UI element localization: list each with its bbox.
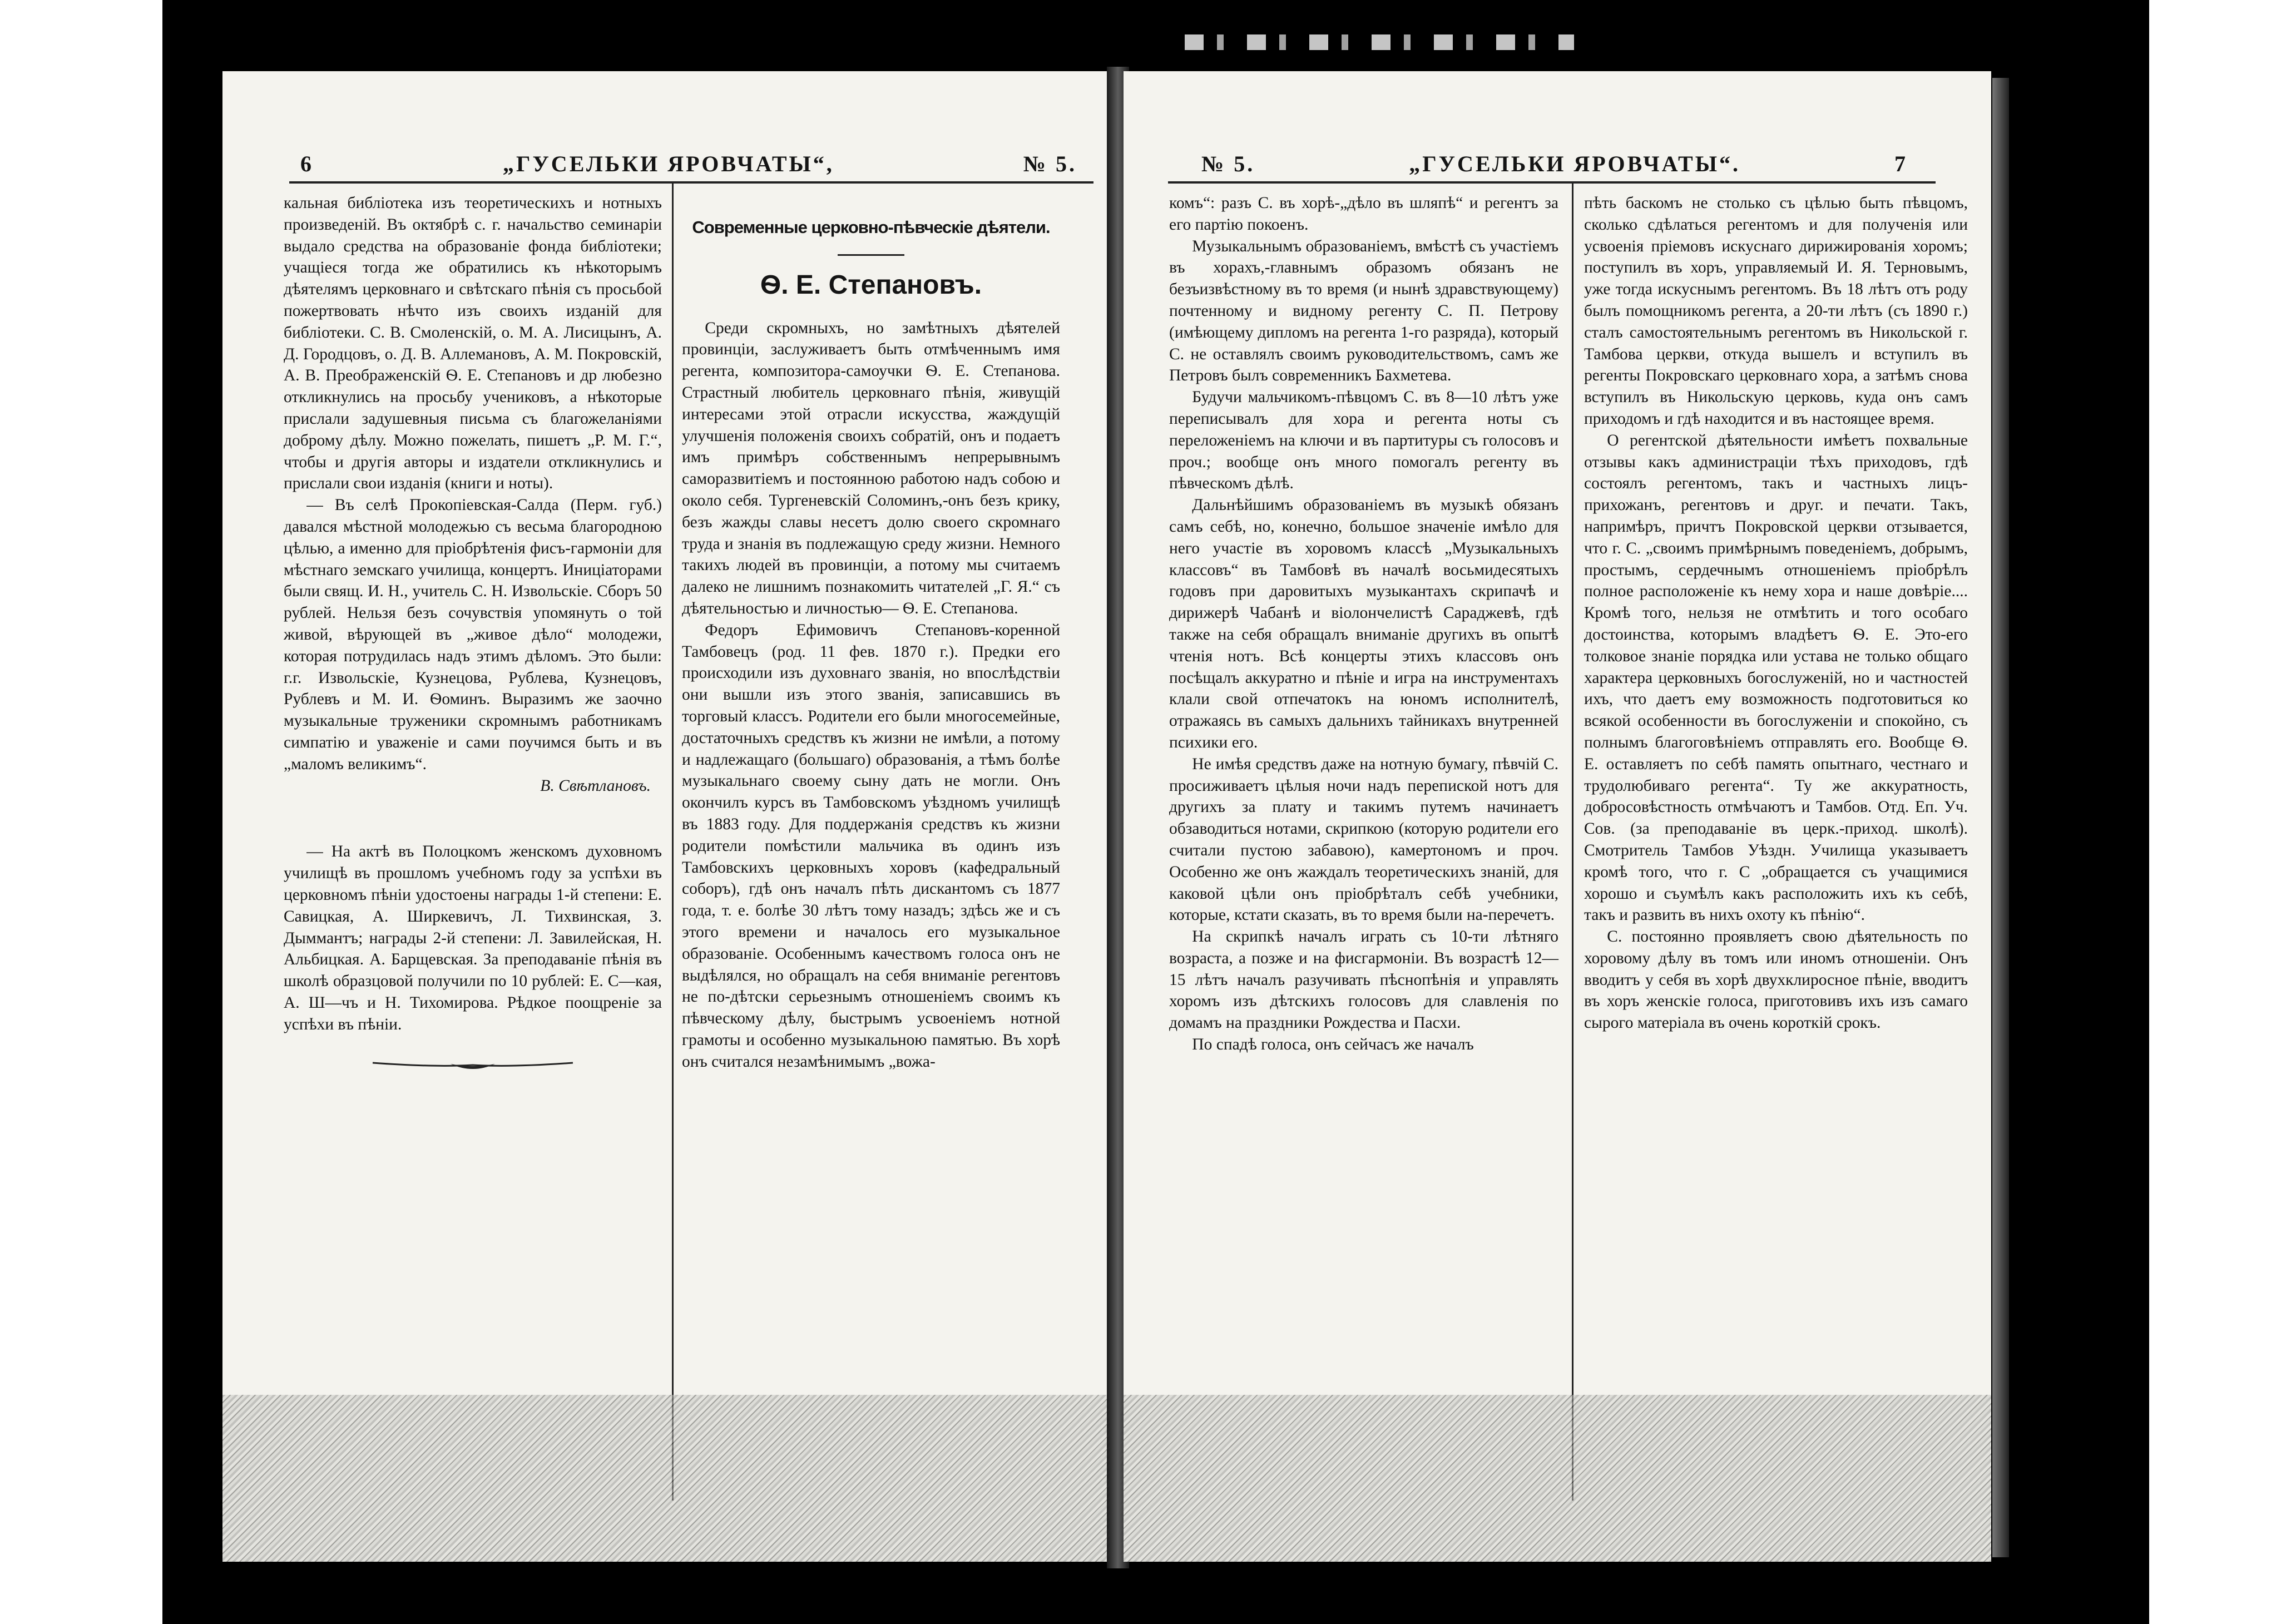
signature: В. Свѣтлановъ.	[540, 776, 651, 795]
section-title: Современные церковно-пѣвческіе дѣятели.	[692, 217, 1050, 237]
issue-number: № 5.	[1023, 151, 1077, 176]
left-page-header	[300, 146, 1077, 181]
right-page	[1124, 71, 1991, 1562]
paragraph: пѣть баскомъ не столько съ цѣлью быть пѣвцомъ, сколько сдѣлаться регентомъ и для полученія или усвоенія пріемовъ искуснаго дирижированія хоромъ; поступилъ въ хоръ, управляемый И. Я. Терновымъ, уже тогда искуснымъ регентомъ. Въ 18 лѣтъ отъ роду былъ помощникомъ регента, а 20-ти лѣтъ (съ 1890 г.) сталъ самостоятельнымъ регентомъ въ Никольской г. Тамбова церкви, откуда вышелъ и вступилъ въ регенты Покровскаго церковнаго хора, а затѣмъ снова вступилъ въ Никольскую церковь, куда онъ самъ приходомъ и гдѣ находится и въ настоящее время.	[1584, 194, 1968, 428]
paragraph: По спадѣ голоса, онъ сейчасъ же началъ	[1192, 1036, 1474, 1054]
right-column-1	[1169, 192, 1558, 1056]
right-page-header	[1201, 146, 1908, 181]
paragraph: О регентской дѣятельности имѣетъ похвальные отзывы какъ администраціи тѣхъ приходовъ, гдѣ состоялъ регентомъ, такъ и частныхъ лицъ-прихожанъ, регентовъ и друг. и печати. Такъ, напримѣръ, причтъ Покровской церкви отзывается, что г. С. „своимъ примѣрнымъ поведеніемъ, добрымъ, простымъ, сердечнымъ отношеніемъ пріобрѣлъ полное расположеніе къ нему хора и наше довѣріе.... Кромѣ того, нельзя не отмѣтить и того особаго достоинства, которымъ владѣетъ Ѳ. Е. Это-его толковое знаніе порядка или устава не только общаго характера церковныхъ богослуженій, но и частностей ихъ, что даетъ ему возможность подготовиться ко всякой особенности въ богослуженіи и спокойно, съ полнымъ благоговѣніемъ отправлять его. Вообще Ѳ. Е. оставляетъ по себѣ память опытнаго, честнаго и трудолюбиваго регента“. Ту же аккуратность, добросовѣстность отмѣчаютъ и Тамбов. Отд. Еп. Уч. Сов. (за преподаваніе въ церк.-приход. школѣ). Смотритель Тамбов Уѣздн. Училища указываетъ кромѣ того, что г. С „обращается съ учащимися хорошо и съумѣлъ какъ расположить ихъ къ себѣ, такъ и развить въ нихъ охоту къ пѣнію“.	[1584, 431, 1968, 924]
header-rule	[1168, 181, 1936, 184]
left-column-1	[284, 192, 662, 1074]
article-title: Ѳ. Е. Степановъ.	[760, 270, 982, 300]
running-title: „ГУСЕЛЬКИ ЯРОВЧАТЫ“,	[503, 151, 834, 176]
page-number: 6	[300, 151, 314, 176]
paragraph: — Въ селѣ Прокопіевская-Салда (Перм. губ.) давался мѣстной молодежью съ весьма благородною цѣлью, а именно для пріобрѣтенія фисъ-гармоніи для мѣстнаго земскаго училища, концертъ. Иниціаторами были свящ. И. Н., учитель С. Н. Извольскіе. Сборъ 50 рублей. Нельзя безъ сочувствія упомянуть о той живой, вѣрующей въ „живое дѣло“ молодежи, которая потрудилась надъ этимъ дѣломъ. Это были: г.г. Извольскіе, Кузнецова, Рублева, Кузнецовъ, Рублевъ и М. И. Ѳоминъ. Выразимъ же заочно музыкальные труженики скромнымъ работникамъ симпатію и уваженіе и сами поучимся быть и въ „маломъ великимъ“.	[284, 496, 662, 773]
title-rule	[838, 254, 904, 256]
page-shading	[222, 1395, 1110, 1562]
page-edge	[1992, 78, 2009, 1557]
paragraph: комъ“: разъ С. въ хорѣ-„дѣло въ шляпѣ“ и регентъ за его партію покоенъ.	[1169, 194, 1558, 234]
issue-number: № 5.	[1201, 151, 1255, 176]
paragraph: Дальнѣйшимъ образованіемъ въ музыкѣ обязанъ самъ себѣ, но, конечно, большое значеніе имѣло для него участіе въ хоровомъ классѣ „Музыкальныхъ классовъ“ въ Тамбовѣ въ началѣ восьмидесятыхъ годовъ при даровитыхъ музыкантахъ скрипачѣ и дирижерѣ Чабанѣ и віолончелистѣ Сараджевѣ, гдѣ также на себя обращалъ вниманіе другихъ въ опытѣ чтенія нотъ. Всѣ концерты этихъ классовъ онъ посѣщалъ аккуратно и пѣніе и игра на инструментахъ клали свой отпечатокъ на юномъ исполнителѣ, отражаясь въ самыхъ дальнихъ тайникахъ внутренней психики его.	[1169, 496, 1558, 751]
right-column-2	[1584, 192, 1968, 1034]
column-divider	[1572, 182, 1573, 1501]
column-divider	[672, 182, 674, 1501]
ornament-divider	[367, 1052, 578, 1074]
paragraph: Не имѣя средствъ даже на нотную бумагу, пѣвчій С. просиживаетъ цѣлыя ночи надъ перепиской нотъ для другихъ за плату и такимъ путемъ начинаетъ обзаводиться нотами, скрипкою (которую родители его считали пустою забавою), камертономъ и проч. Особенно же онъ жаждалъ теоретическихъ знаній, для каковой цѣли онъ пріобрѣталъ себѣ учебники, которые, кстати сказать, въ то время были на-перечетъ.	[1169, 755, 1558, 924]
paragraph: кальная библіотека изъ теоретическихъ и нотныхъ произведеній. Въ октябрѣ с. г. начальство семинаріи выдало средства на образованіе фонда библіотеки; учащіеся тогда же обратились къ нѣкоторымъ дѣятелямъ церковнаго и свѣтскаго пѣнія съ просьбой пожертвовать нѣчто изъ своихъ изданій для библіотеки. С. В. Смоленскій, о. М. А. Лисицынъ, А. Д. Городцовъ, о. Д. В. Аллемановъ, А. М. Покровскій, А. В. Преображенскій Ѳ. Е. Степановъ и др любезно откликнулись на просьбу учениковъ, а нѣкоторые прислали задушевныя письма съ благожеланіями доброму дѣлу. Можно пожелать, пишетъ „Р. М. Г.“, чтобы и другія авторы и издатели откликнулись и прислали свои изданія (книги и ноты).	[284, 194, 662, 493]
left-page	[222, 71, 1110, 1562]
scan-noise	[1185, 34, 1574, 50]
paragraph: Среди скромныхъ, но замѣтныхъ дѣятелей провинціи, заслуживаетъ быть отмѣченнымъ имя регента, композитора-самоучки Ѳ. Е. Степанова. Страстный любитель церковнаго пѣнія, живущій интересами этой отрасли искусства, жаждущій улучшенія положенія своихъ собратій, онъ и подаетъ имъ примѣръ собственнымъ непрерывнымъ саморазвитіемъ и постоянною работою надъ собою и около себя. Тургеневскій Соломинъ,-онъ безъ крику, безъ жажды славы несетъ долю своего скромнаго труда и знанія въ подлежащую среду жизни. Немного такихъ людей въ провинціи, а потому мы считаемъ далеко не лишнимъ познакомить читателей „Г. Я.“ съ дѣятельностью и личностью— Ѳ. Е. Степанова.	[682, 319, 1060, 617]
running-title: „ГУСЕЛЬКИ ЯРОВЧАТЫ“.	[1409, 151, 1740, 176]
page-shading	[1124, 1395, 1991, 1562]
paragraph: Музыкальнымъ образованіемъ, вмѣстѣ съ участіемъ въ хорахъ,-главнымъ образомъ обязанъ не безъизвѣстному въ то время (и нынѣ здравствующему) почтенному и видному регенту С. П. Петрову (имѣющему дипломъ на регента 1-го разряда), который С. не оставлялъ своимъ руководительствомъ, самъ же Петровъ былъ современникъ Бахметева.	[1169, 237, 1558, 385]
paragraph: С. постоянно проявляетъ свою дѣятельность по хоровому дѣлу въ томъ или иномъ отношеніи. Онъ вводитъ у себя въ хорѣ двухклиросное пѣніе, вводитъ въ хоръ женскіе голоса, приготовивъ ихъ изъ самаго сырого матеріала въ очень короткій срокъ.	[1584, 928, 1968, 1032]
left-column-2	[682, 192, 1060, 1072]
paragraph: — На актѣ въ Полоцкомъ женскомъ духовномъ училищѣ въ прошломъ учебномъ году за успѣхи въ церковномъ пѣніи удостоены награды 1-й степени: Е. Савицкая, А. Ширкевичъ, Л. Тихвинская, З. Дыммантъ; награды 2-й степени: Л. Завилейская, Н. Альбицкая. А. Барщевская. За преподаваніе пѣнія въ школѣ образцовой получили по 10 рублей: Е. С—кая, А. Ш—чъ и Н. Тихомирова. Рѣдкое поощреніе за успѣхи въ пѣніи.	[284, 843, 662, 1033]
paragraph: Федоръ Ефимовичъ Степановъ-коренной Тамбовецъ (род. 11 фев. 1870 г.). Предки его происходили изъ духовнаго званія, но впослѣдствіи они вышли изъ этого званія, записавшись въ торговый классъ. Родители его были многосемейные, достаточныхъ средствъ къ жизни не имѣли, а потому и надлежащаго (большаго) образованія, а тѣмъ болѣе музыкальнаго своему сыну дать не могли. Онъ окончилъ курсъ въ Тамбовскомъ уѣздномъ училищѣ въ 1883 году. Для поддержанія средствъ къ жизни родители помѣстили мальчика въ одинъ изъ Тамбовскихъ церковныхъ хоровъ (кафедральный соборъ), гдѣ онъ началъ пѣть дискантомъ съ 1877 года, т. е. болѣе 30 лѣтъ тому назадъ; здѣсь же и съ этого времени и началось его музыкальное образованіе. Особеннымъ качествомъ голоса онъ не выдѣлялся, но обращалъ на себя вниманіе регентовъ не по-дѣтски серьезнымъ отношеніемъ своимъ къ пѣвческому дѣлу, быстрымъ усвоеніемъ нотной грамоты и особенно музыкальною памятью. Въ хорѣ онъ считался незамѣнимымъ „вожа-	[682, 621, 1060, 1071]
paragraph: На скрипкѣ началъ играть съ 10-ти лѣтняго возраста, а позже и на фисгармоніи. Въ возрастѣ 12—15 лѣтъ началъ разучивать пѣснопѣнія и управлять хоромъ изъ дѣтскихъ голосовъ для славленія по домамъ на праздники Рождества и Пасхи.	[1169, 928, 1558, 1032]
paragraph: Будучи мальчикомъ-пѣвцомъ С. въ 8—10 лѣтъ уже переписывалъ для хора и регента ноты съ переложеніемъ на ключи и въ партитуры съ голосовъ и проч.; вообще онъ много помогалъ регенту въ пѣвческомъ дѣлѣ.	[1169, 388, 1558, 493]
header-rule	[289, 181, 1093, 184]
page-number: 7	[1894, 151, 1908, 176]
